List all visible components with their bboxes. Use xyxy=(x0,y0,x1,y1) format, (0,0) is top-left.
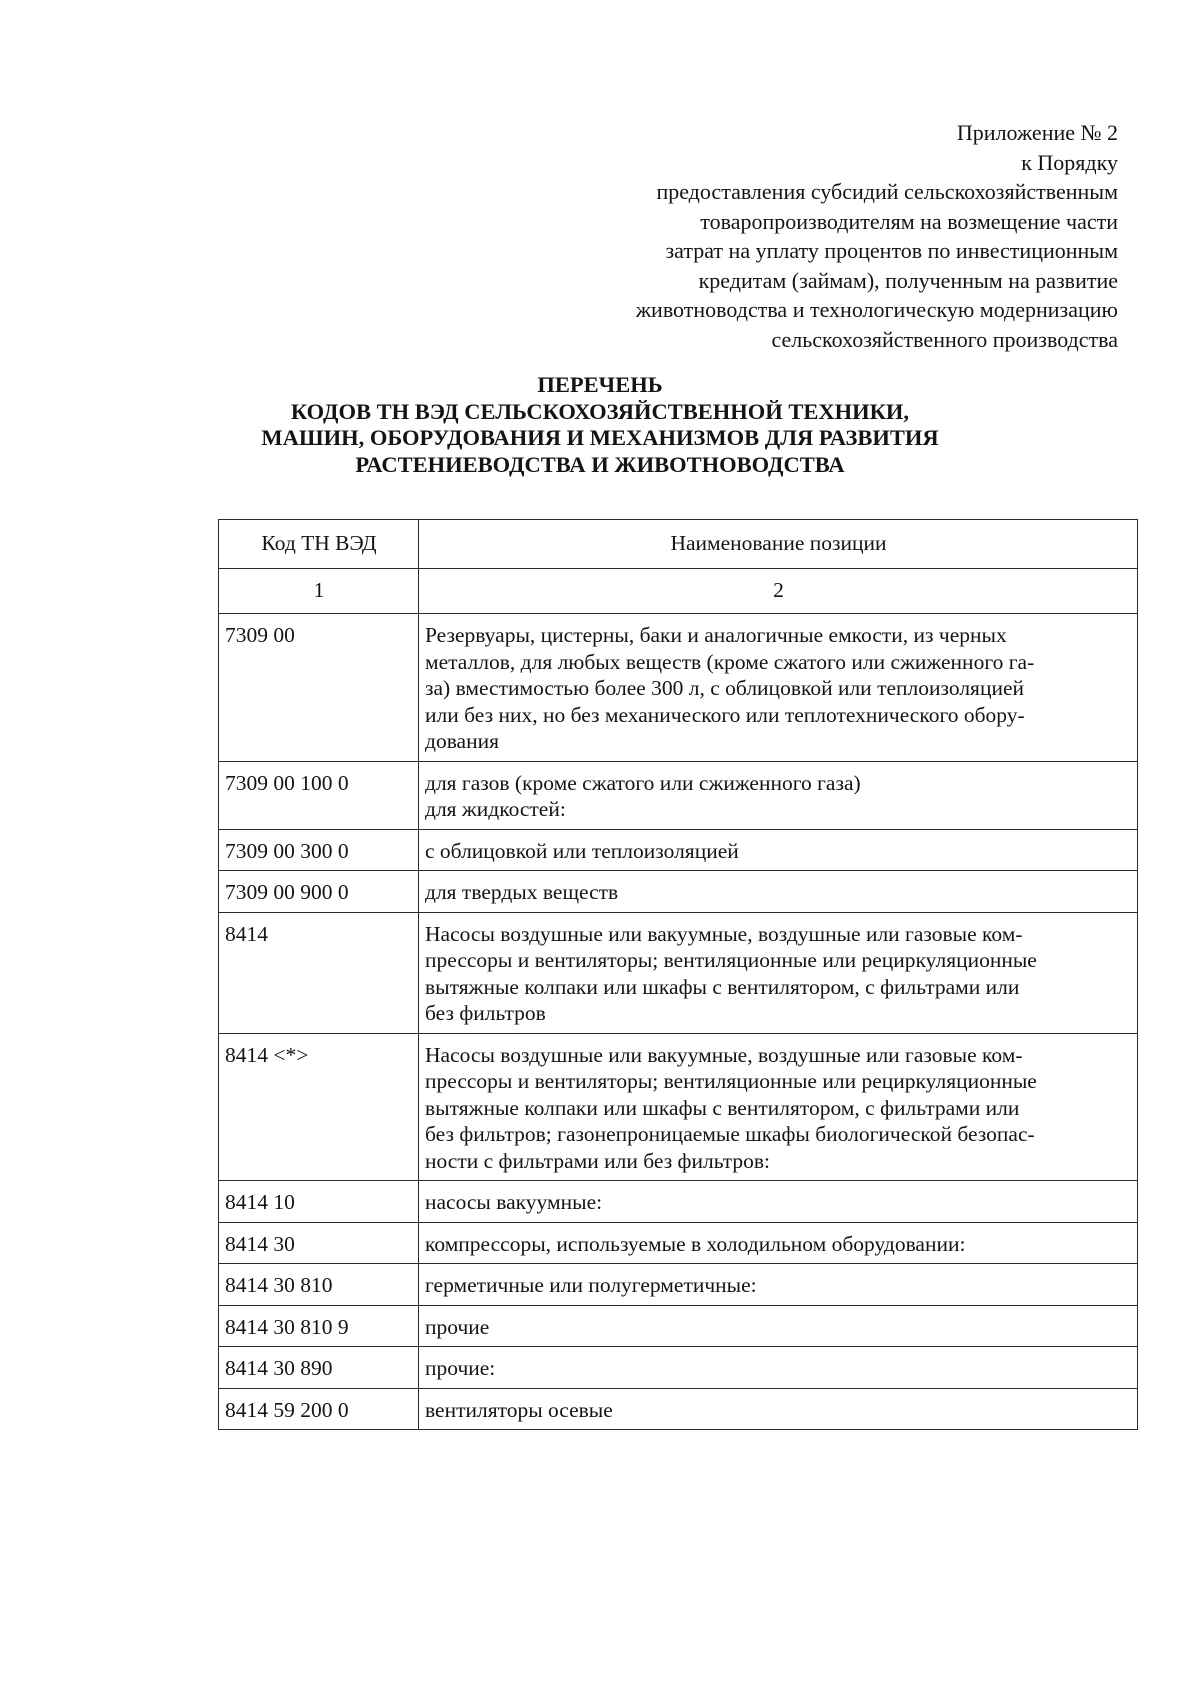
name-line: Резервуары, цистерны, баки и аналогичные емкости, из черных xyxy=(425,623,1007,647)
code-cell: 8414 30 810 9 xyxy=(219,1305,419,1347)
name-cell xyxy=(419,871,1138,913)
column-number-row xyxy=(219,569,1138,614)
table-row xyxy=(219,1305,1138,1347)
name-line: Насосы воздушные или вакуумные, воздушные или газовые ком- xyxy=(425,921,1023,946)
name-cell xyxy=(419,1347,1138,1389)
table-row xyxy=(219,871,1138,913)
code-cell: 7309 00 900 0 xyxy=(219,871,419,913)
name-cell xyxy=(419,829,1138,871)
name-line: для газов (кроме сжатого или сжиженного газа) xyxy=(425,770,861,795)
table-row xyxy=(219,614,1138,762)
code-cell: 8414 <*> xyxy=(219,1033,419,1181)
name-line: насосы вакуумные: xyxy=(425,1190,603,1214)
column-number: 1 xyxy=(219,569,419,614)
name-line: или без них, но без механического или теплотехнического обору- xyxy=(425,702,1025,727)
table-row xyxy=(219,829,1138,871)
appendix-line: сельскохозяйственного производства xyxy=(771,326,1118,352)
name-line: вытяжные колпаки или шкафы с вентилятором, с фильтрами или xyxy=(425,1095,1020,1120)
appendix-line: товаропроизводителям на возмещение части xyxy=(700,208,1118,234)
name-line: без фильтров; газонепроницаемые шкафы биологической безопас- xyxy=(425,1122,1035,1146)
name-cell xyxy=(419,1388,1138,1430)
appendix-line: Приложение № 2 xyxy=(956,120,1118,145)
name-line: прочие: xyxy=(425,1356,496,1380)
name-cell xyxy=(419,912,1138,1033)
name-cell xyxy=(419,761,1138,829)
name-line: для твердых веществ xyxy=(425,880,619,904)
name-line: дования xyxy=(425,729,500,753)
code-cell: 7309 00 100 0 xyxy=(219,761,419,829)
name-line: с облицовкой или теплоизоляцией xyxy=(425,838,739,863)
table-row xyxy=(219,1033,1138,1181)
appendix-reference xyxy=(498,118,1118,354)
code-cell: 8414 10 xyxy=(219,1181,419,1223)
appendix-line: затрат на уплату процентов по инвестиционным xyxy=(665,238,1118,263)
name-cell xyxy=(419,1222,1138,1264)
title-line: РАСТЕНИЕВОДСТВА И ЖИВОТНОВОДСТВА xyxy=(355,451,845,477)
name-line: металлов, для любых веществ (кроме сжатого или сжиженного га- xyxy=(425,649,1035,674)
name-cell xyxy=(419,614,1138,762)
appendix-line: к Порядку xyxy=(1021,149,1118,175)
name-line: прессоры и вентиляторы; вентиляционные или рециркуляционные xyxy=(425,1069,1037,1093)
code-cell: 7309 00 xyxy=(219,614,419,762)
header-code: Код ТН ВЭД xyxy=(219,520,419,569)
title-line: МАШИН, ОБОРУДОВАНИЯ И МЕХАНИЗМОВ ДЛЯ РАЗВИТИЯ xyxy=(261,425,939,450)
name-cell xyxy=(419,1033,1138,1181)
name-cell xyxy=(419,1305,1138,1347)
appendix-line: предоставления субсидий сельскохозяйственным xyxy=(656,179,1118,204)
code-cell: 8414 30 xyxy=(219,1222,419,1264)
table-row xyxy=(219,1181,1138,1223)
table-row xyxy=(219,1264,1138,1306)
name-line: прочие xyxy=(425,1314,490,1339)
code-cell: 8414 xyxy=(219,912,419,1033)
header-name: Наименование позиции xyxy=(419,520,1138,569)
codes-table xyxy=(218,519,1138,1430)
code-cell: 8414 30 890 xyxy=(219,1347,419,1389)
table-row xyxy=(219,761,1138,829)
table-row xyxy=(219,912,1138,1033)
name-line: для жидкостей: xyxy=(425,797,566,821)
name-line: за) вместимостью более 300 л, с облицовкой или теплоизоляцией xyxy=(425,676,1025,700)
table-row xyxy=(219,1347,1138,1389)
title-line: КОДОВ ТН ВЭД СЕЛЬСКОХОЗЯЙСТВЕННОЙ ТЕХНИКИ, xyxy=(290,398,910,424)
name-line: без фильтров xyxy=(425,1001,546,1025)
name-line: вытяжные колпаки или шкафы с вентилятором, с фильтрами или xyxy=(425,974,1020,999)
name-line: герметичные или полугерметичные: xyxy=(425,1273,757,1297)
code-cell: 8414 59 200 0 xyxy=(219,1388,419,1430)
name-line: ности с фильтрами или без фильтров: xyxy=(425,1148,770,1173)
table-row xyxy=(219,1222,1138,1264)
code-cell: 8414 30 810 xyxy=(219,1264,419,1306)
name-line: прессоры и вентиляторы; вентиляционные или рециркуляционные xyxy=(425,948,1037,972)
name-cell xyxy=(419,1181,1138,1223)
table-row xyxy=(219,1388,1138,1430)
name-cell xyxy=(419,1264,1138,1306)
appendix-line: кредитам (займам), полученным на развитие xyxy=(698,267,1118,293)
document-title xyxy=(210,372,990,478)
column-number: 2 xyxy=(419,569,1138,614)
name-line: компрессоры, используемые в холодильном оборудовании: xyxy=(425,1231,966,1256)
name-line: вентиляторы осевые xyxy=(425,1397,613,1422)
code-cell: 7309 00 300 0 xyxy=(219,829,419,871)
title-line: ПЕРЕЧЕНЬ xyxy=(537,372,663,397)
table-header-row xyxy=(219,520,1138,569)
appendix-line: животноводства и технологическую модернизацию xyxy=(635,297,1118,322)
name-line: Насосы воздушные или вакуумные, воздушные или газовые ком- xyxy=(425,1042,1023,1067)
